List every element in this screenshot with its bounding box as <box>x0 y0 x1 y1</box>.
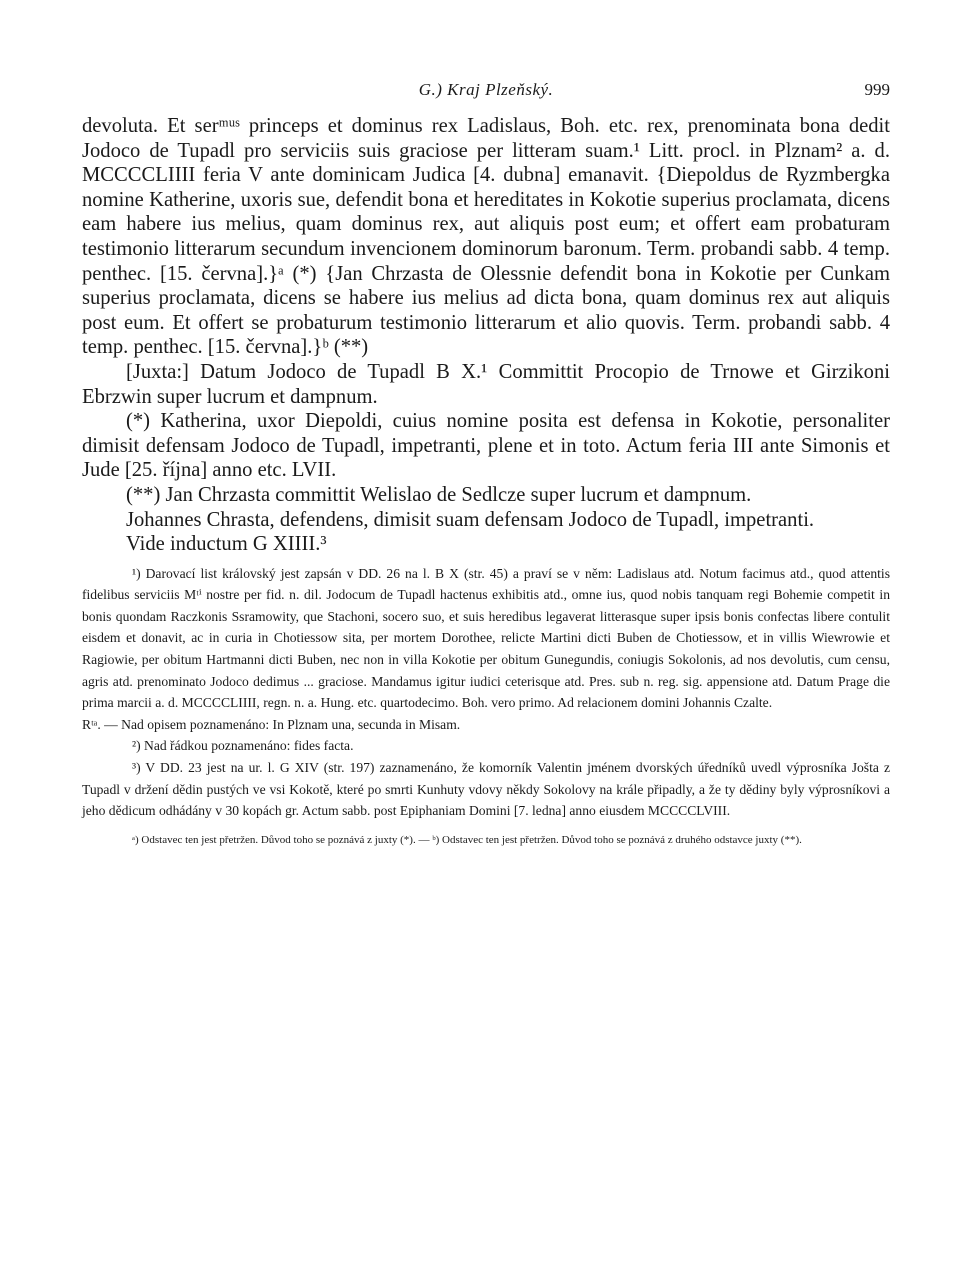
footnote-ab: ᵃ) Odstavec ten jest přetržen. Důvod toho se poznává z juxty (*). — ᵇ) Odstavec ten jest přetržen. Důvod toho se poznává z druhého odstavce juxty (**). <box>132 833 802 846</box>
paragraph-vide: Vide inductum G XIIII.³ <box>126 533 327 556</box>
note-1: ¹) Darovací list královský jest zapsán v DD. 26 na l. B X (str. 45) a praví se v něm: Ladislaus atd. Notum facimus atd., quod attentis fidelibus serviciis Mᵗⁱ nostre per fid. n. dil. Jodocum de Tupadl hactenus exhibitis atd., omne ius, quod nobis tanquam regi Bohemie competit in bonis quondam Raczkonis Ssramowity, que Stachoni, socero suo, et suis heredibus legaverat litterasque super ipsis bonis confectas libere contulit eisdem et donavit, ac in curia in Chotiessow sita, per mortem Dorothee, relicte Martini dicti Buben de Chotiessow, et in villis Wiewrowie et Ragiowie, per obitum Hartmanni dicti Buben, nec non in villa Kokotie per obitum Gunegundis, coniugis Sokolonis, ad nos devolutis, cum censu, agris atd. prenominato Jodoco dedimus ... graciose. Mandamus igitur iudici ceterisque atd. Pres. sub n. reg. sig. appensione atd. Datum Prage die prima marcii a. d. MCCCCLIIII, regn. n. a. Hung. etc. quartodecimo. Boh. vero primo. Ad relacionem domini Johannis Czalte. <box>82 565 890 711</box>
paragraph-juxta: [Juxta:] Datum Jodoco de Tupadl B X.¹ Committit Procopio de Trnowe et Girzikoni Ebrzwin super lucrum et dampnum. <box>82 360 890 408</box>
paragraph-main: devoluta. Et serᵐᵘˢ princeps et dominus rex Ladislaus, Boh. etc. rex, prenominata bona dedit Jodoco de Tupadl pro serviciis suis graciose per litteram suam.¹ Litt. procl. in Plznam² a. d. MCCCCLIIII feria V ante dominicam Judica [4. dubna] emanavit. {Diepoldus de Ryzmbergka nomine Katherine, uxoris sue, defendit bona et hereditates in Kokotie superius proclamata, dicens eam habere ius melius, quam dominus rex, aut aliquis post eum; et offert eam probaturam testimonio litterarum secundum invencionem dominorum baronum. Term. probandi sabb. 4 temp. penthec. [15. června].}ᵃ (*) {Jan Chrzasta de Olessnie defendit bona in Kokotie per Cunkam superius proclamata, dicens se habere ius melius ad dicta bona, quam dominus rex aut aliquis post eum. Et offert se probaturum testimonio litterarum et alio quovis. Term. probandi sabb. 4 temp. penthec. [15. června].}ᵇ (**) <box>82 115 890 359</box>
note-2: ²) Nad řádkou poznamenáno: fides facta. <box>132 738 354 754</box>
running-title: G.) Kraj Plzeňský. <box>418 80 554 99</box>
textual-footnotes <box>82 832 890 849</box>
document-page <box>82 80 890 849</box>
paragraph-katherina: (*) Katherina, uxor Diepoldi, cuius nomine posita est defensa in Kokotie, personaliter dimisit defensam Jodoco de Tupadl, impetranti, plene et in toto. Actum feria III ante Simonis et Jude [25. října] anno etc. LVII. <box>82 410 890 482</box>
main-text <box>82 114 890 557</box>
note-3: ³) V DD. 23 jest na ur. l. G XIV (str. 197) zaznamenáno, že komorník Valentin jménem dvorských úředníků uvedl výprosníka Jošta z Tupadl v držení dědin pustých ve vsi Kokotě, které po smrti Kunhuty vdovy někdy Sokolovy na krále připadly, a že ty dědiny byly výprosníkovi a jeho dědicum odhádány v 30 kopách gr. Actum sabb. post Epiphaniam Domini [7. ledna] anno eiusdem MCCCCLVIII. <box>82 760 890 819</box>
paragraph-chrzasta: (**) Jan Chrzasta committit Welislao de Sedlcze super lucrum et dampnum. <box>126 483 752 506</box>
paragraph-chrasta: Johannes Chrasta, defendens, dimisit suam defensam Jodoco de Tupadl, impetranti. <box>126 508 815 531</box>
page-header <box>82 80 890 114</box>
note-1-continuation: Rᵗᵃ. — Nad opisem poznamenáno: In Plznam una, secunda in Misam. <box>82 716 461 732</box>
page-number: 999 <box>864 80 890 99</box>
editorial-notes <box>82 563 890 822</box>
